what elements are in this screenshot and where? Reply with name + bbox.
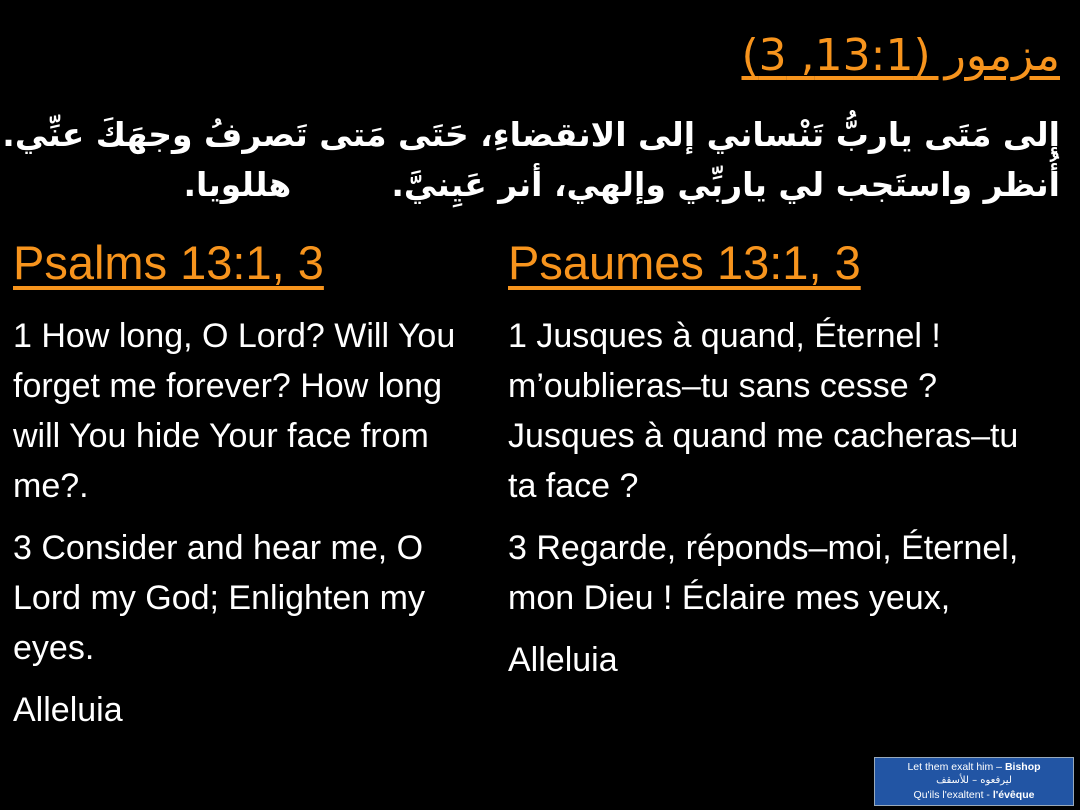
english-alleluia: Alleluia xyxy=(13,691,123,729)
english-column xyxy=(13,235,493,747)
french-title: Psaumes 13:1, 3 xyxy=(508,236,861,289)
arabic-title: مزمور (13:1, 3) xyxy=(741,30,1060,81)
arabic-halleluia: هللويا. xyxy=(183,165,292,204)
footer-french: Qu'ils l'exaltent - l'évêque xyxy=(913,789,1035,801)
arabic-verse-3: أُنظر واستَجب لي ياربِّي وإلهي، أنر عَيِنيَّ. xyxy=(391,165,1060,204)
arabic-verse-block xyxy=(2,110,1060,210)
french-verse-1: 1 Jusques à quand, Éternel ! m’oublieras–tu sans cesse ? Jusques à quand me cacheras–tu ta face ? xyxy=(508,317,1019,505)
french-verse-3: 3 Regarde, réponds–moi, Éternel, mon Dieu ! Éclaire mes yeux, xyxy=(508,529,1019,617)
french-column xyxy=(508,235,1048,697)
english-verse-1: 1 How long, O Lord? Will You forget me forever? How long will You hide Your face from me?. xyxy=(13,317,456,505)
footer-arabic: ليرفعوه – للأسقف xyxy=(936,775,1012,786)
footer-english: Let them exalt him – Bishop xyxy=(907,761,1041,773)
arabic-verse-line-1: إلى مَتَى ياربُّ تَنْساني إلى الانقضاءِ، حَتَى مَتى تَصرفُ وجهَكَ عنِّي. xyxy=(2,115,1060,154)
english-verse-3: 3 Consider and hear me, O Lord my God; Enlighten my eyes. xyxy=(13,529,425,667)
footer-caption-box xyxy=(874,757,1074,806)
french-alleluia: Alleluia xyxy=(508,641,618,679)
english-title: Psalms 13:1, 3 xyxy=(13,236,324,289)
arabic-verse-line-2 xyxy=(10,160,1060,210)
